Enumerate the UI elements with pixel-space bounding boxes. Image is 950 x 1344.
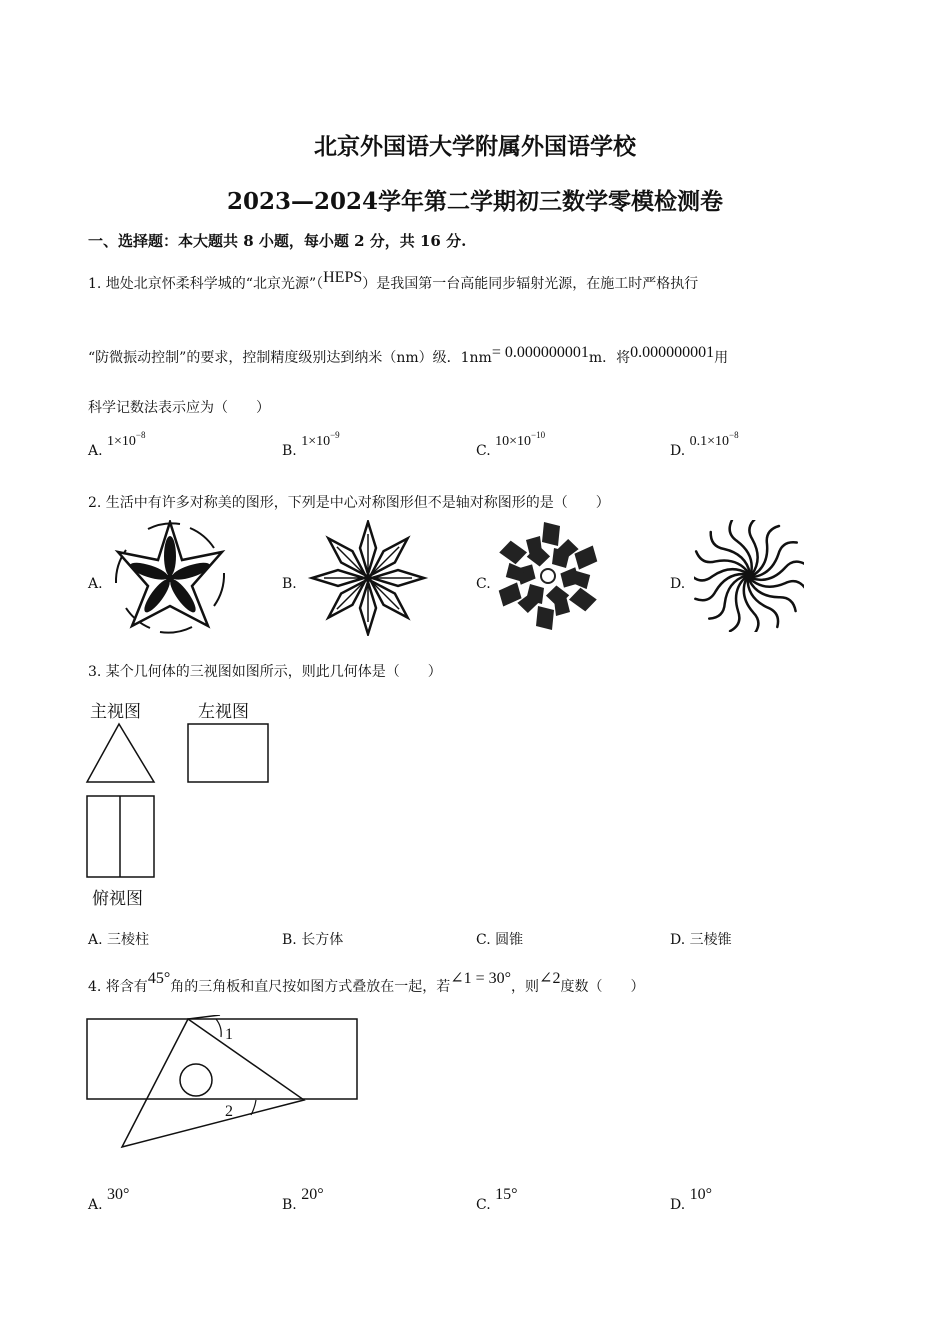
option-math: [495, 430, 546, 449]
exam-title: 2023—2024学年第二学期初三数学零模检测卷: [226, 188, 724, 215]
option-label: C.: [476, 443, 491, 459]
option-text: 三棱柱: [107, 932, 150, 948]
option-math: [107, 430, 146, 449]
q4-text-d: 度数（ ）: [560, 979, 645, 995]
set-square-triangle: [122, 1019, 304, 1147]
q4-option-b[interactable]: [282, 1186, 324, 1214]
q2-text: 2. 生活中有许多对称美的图形，下列是中心对称图形但不是轴对称图形的是（ ）: [88, 495, 610, 511]
angle-1-label: 1: [225, 1026, 233, 1043]
option-label: C.: [476, 1197, 491, 1213]
q1-line3: 科学记数法表示应为（ ）: [88, 400, 270, 416]
front-view-label: 主视图: [90, 702, 141, 722]
q4-text: [88, 970, 645, 996]
option-exp: −10: [531, 430, 546, 440]
option-exp: −8: [135, 430, 146, 440]
option-label: D.: [670, 1197, 686, 1213]
q1-text-d: m．将: [588, 350, 631, 366]
front-view-triangle: [87, 724, 154, 782]
q1-heps: HEPS: [323, 269, 363, 286]
option-value: 15°: [495, 1186, 518, 1203]
left-view-rectangle: [188, 724, 268, 782]
q4-text-a: 4. 将含有: [88, 979, 148, 995]
option-label: C.: [476, 932, 491, 948]
figure-b-snowflake[interactable]: [302, 520, 434, 636]
q1-text-a: 1. 地处北京怀柔科学城的“北京光源”（: [88, 276, 324, 292]
option-value: 10°: [689, 1186, 713, 1203]
q3-option-c[interactable]: [476, 929, 523, 949]
q4-text-c: ，则: [511, 979, 540, 995]
q3-option-a[interactable]: [88, 929, 149, 949]
q4-angle45: 45°: [147, 970, 171, 987]
option-base: 10×10: [495, 434, 532, 449]
option-math: [689, 430, 739, 449]
q4-ruler-triangle-diagram: [84, 1015, 364, 1155]
q3-text: 3. 某个几何体的三视图如图所示，则此几何体是（ ）: [88, 664, 442, 680]
q1-text-e: 用: [714, 350, 729, 366]
q2-option-a-label[interactable]: A.: [88, 576, 103, 592]
q1-text-c: “防微振动控制”的要求，控制精度级别达到纳米（nm）级．1nm: [88, 350, 492, 366]
q1-option-c[interactable]: [476, 430, 546, 460]
figure-c-pinwheel[interactable]: [496, 520, 600, 632]
q4-option-a[interactable]: [88, 1186, 130, 1214]
option-label: A.: [88, 932, 103, 948]
set-square-hole: [180, 1064, 212, 1096]
option-label: B.: [282, 443, 297, 459]
school-title: 北京外国语大学附属外国语学校: [314, 133, 636, 160]
q3-option-d[interactable]: [670, 929, 732, 949]
q2-option-c-label[interactable]: C.: [476, 576, 491, 592]
top-view-label: 俯视图: [92, 889, 143, 909]
option-base: 1×10: [301, 434, 331, 449]
figure-a-six-petal-star[interactable]: [108, 520, 232, 636]
q2-option-b-label[interactable]: B.: [282, 576, 297, 592]
option-label: A.: [88, 443, 103, 459]
angle-1-arc: [216, 1019, 221, 1037]
option-label: B.: [282, 1197, 297, 1213]
q1-eq-value: = 0.000000001: [491, 344, 589, 361]
option-label: D.: [670, 443, 686, 459]
q3-option-b[interactable]: [282, 929, 343, 949]
option-math: [301, 430, 340, 449]
q1-text-b: ）是我国第一台高能同步辐射光源，在施工时严格执行: [362, 276, 699, 292]
option-exp: −8: [729, 430, 739, 440]
ruler-rectangle: [87, 1019, 357, 1099]
option-value: 30°: [107, 1186, 130, 1203]
option-base: 1×10: [107, 434, 136, 449]
q1-value2: 0.000000001: [630, 344, 715, 361]
q4-option-d[interactable]: [670, 1186, 713, 1214]
q4-text-b: 角的三角板和直尺按如图方式叠放在一起，若: [170, 979, 451, 995]
option-text: 长方体: [301, 932, 344, 948]
figure-d-spiral[interactable]: [694, 520, 804, 632]
section-heading: 一、选择题：本大题共 8 小题，每小题 2 分，共 16 分.: [88, 232, 467, 250]
three-view-diagram: [84, 720, 274, 882]
option-base: 0.1×10: [689, 434, 730, 449]
q1-line2: [88, 344, 729, 367]
option-value: 20°: [301, 1186, 324, 1203]
option-label: D.: [670, 932, 686, 948]
left-view-label: 左视图: [198, 702, 249, 722]
option-text: 圆锥: [495, 932, 524, 948]
option-label: B.: [282, 932, 297, 948]
option-label: A.: [88, 1197, 103, 1213]
angle-2-label: 2: [225, 1103, 233, 1120]
q4-condition: ∠1 = 30°: [450, 970, 512, 987]
q4-ask: ∠2: [539, 970, 561, 987]
q2-option-d-label[interactable]: D.: [670, 576, 686, 592]
option-text: 三棱锥: [689, 932, 732, 948]
option-exp: −9: [330, 430, 340, 440]
q1-line1: [88, 269, 699, 293]
q4-option-c[interactable]: [476, 1186, 518, 1214]
